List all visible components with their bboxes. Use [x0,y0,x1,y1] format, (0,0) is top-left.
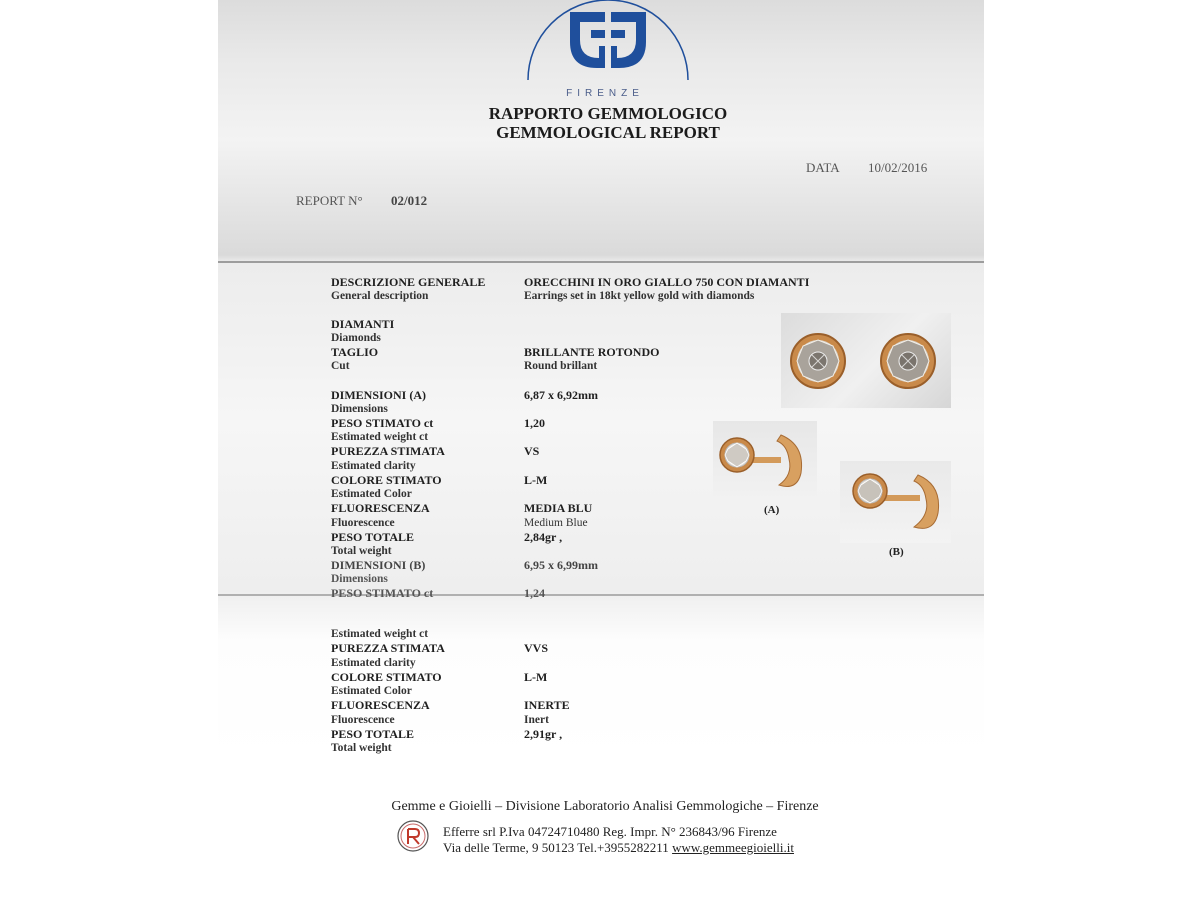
address-line [443,840,794,856]
report-number-value: 02/012 [391,193,428,208]
date-label: DATA [806,160,840,175]
stone-b-fluo-label-it: FLUORESCENZA [331,698,430,712]
lab-name: Gemme e Gioielli – Divisione Laboratorio Analisi Gemmologiche – Firenze [391,799,819,814]
company-line: Efferre srl P.Iva 04724710480 Reg. Impr. N° 236843/96 Firenze [443,824,777,839]
stone-a-total-label-en: Total weight [331,545,392,557]
fold-line [218,261,984,263]
stone-b-clarity-label-it: PUREZZA STIMATA [331,641,445,655]
general-label-it: DESCRIZIONE GENERALE [331,275,486,289]
stone-a-fluo-label-it: FLUORESCENZA [331,501,430,515]
diamonds-label-en: Diamonds [331,332,381,344]
stone-b-fluo-label-en: Fluorescence [331,714,395,726]
stone-a-color-label-en: Estimated Color [331,488,412,500]
stone-a-clarity-label-it: PUREZZA STIMATA [331,444,445,458]
earring-b-photo [840,461,951,543]
stone-a-weight-value: 1,20 [524,416,545,430]
general-label-en: General description [331,290,429,302]
stone-a-dimensions-label-en: Dimensions [331,403,388,415]
gg-logo [525,0,691,80]
stone-b-weight-value: 1,24 [524,586,545,600]
stone-a-color-value: L-M [524,473,548,487]
stone-a-fluo-value-en: Medium Blue [524,517,588,529]
diamonds-label-it: DIAMANTI [331,317,395,331]
stone-a-dimensions-label-it: DIMENSIONI (A) [331,388,427,402]
stone-b-clarity-label-en: Estimated clarity [331,657,416,669]
stone-a-color-label-it: COLORE STIMATO [331,473,442,487]
stone-a-total-label-it: PESO TOTALE [331,530,415,544]
stone-a-fluo-label-en: Fluorescence [331,517,395,529]
stone-b-weight-label-it: PESO STIMATO ct [331,586,434,600]
stone-b-dimensions-label-it: DIMENSIONI (B) [331,558,426,572]
stone-b-dimensions-value: 6,95 x 6,99mm [524,558,598,572]
stone-b-dimensions-label-en: Dimensions [331,573,388,585]
stone-a-fluo-value-it: MEDIA BLU [524,501,593,515]
report-number-label: REPORT N° [296,193,363,208]
date-value: 10/02/2016 [868,160,928,175]
stone-a-weight-label-en: Estimated weight ct [331,431,429,443]
website-link[interactable]: www.gemmeegioielli.it [672,840,794,855]
stone-b-total-label-it: PESO TOTALE [331,727,415,741]
earrings-pair-photo [781,313,951,408]
earring-a-photo [713,421,817,501]
stone-b-total-value: 2,91gr , [524,727,563,741]
general-value-it: ORECCHINI IN ORO GIALLO 750 CON DIAMANTI [524,275,810,289]
stone-a-clarity-label-en: Estimated clarity [331,460,416,472]
stone-a-weight-label-it: PESO STIMATO ct [331,416,434,430]
general-value-en: Earrings set in 18kt yellow gold with diamonds [524,290,755,302]
report-title-en: GEMMOLOGICAL REPORT [496,123,720,142]
stone-b-fluo-value-en: Inert [524,714,549,726]
stone-a-dimensions-value: 6,87 x 6,92mm [524,388,598,402]
stone-a-total-value: 2,84gr , [524,530,563,544]
stone-b-weight-label-en: Estimated weight ct [331,628,429,640]
r-seal-icon [397,820,429,852]
report-title-it: RAPPORTO GEMMOLOGICO [488,104,728,123]
cut-value-en: Round brillant [524,360,598,372]
cut-label-en: Cut [331,360,350,372]
cut-label-it: TAGLIO [331,345,379,359]
photo-caption-a: (A) [764,504,780,516]
address: Via delle Terme, 9 50123 Tel.+3955282211 [443,840,669,855]
logo-city: FIRENZE [566,88,644,99]
stone-b-fluo-value-it: INERTE [524,698,570,712]
photo-caption-b: (B) [889,546,904,558]
stone-b-clarity-value: VVS [524,641,549,655]
stone-b-color-label-en: Estimated Color [331,685,412,697]
stone-a-clarity-value: VS [524,444,540,458]
stone-b-color-label-it: COLORE STIMATO [331,670,442,684]
cut-value-it: BRILLANTE ROTONDO [524,345,660,359]
stone-b-total-label-en: Total weight [331,742,392,754]
stone-b-color-value: L-M [524,670,548,684]
